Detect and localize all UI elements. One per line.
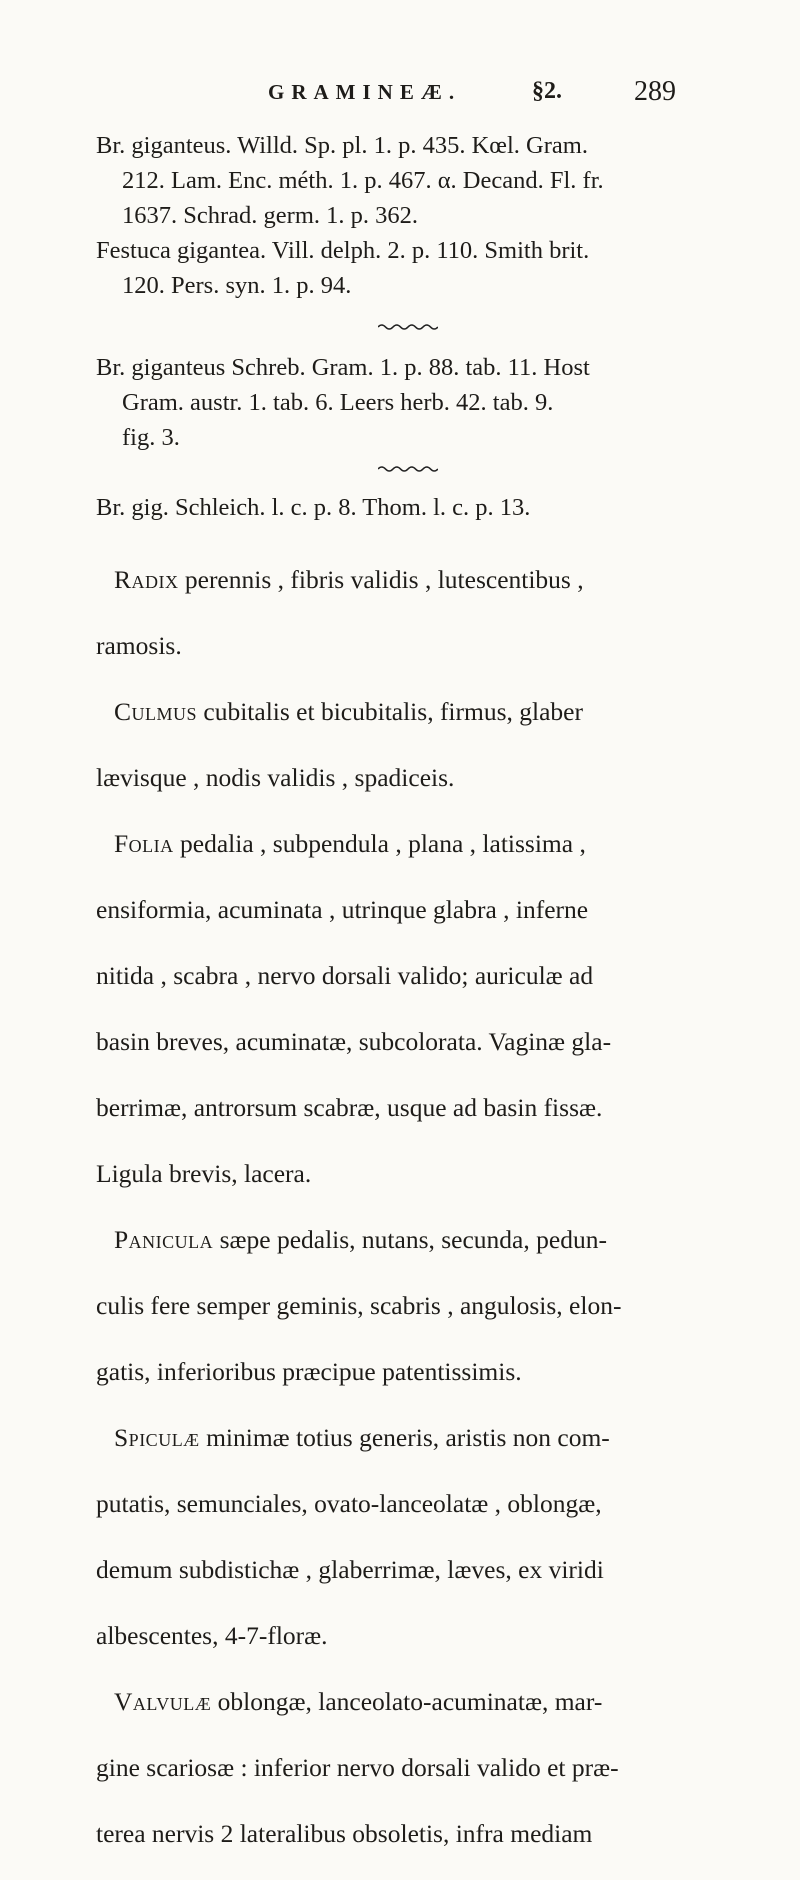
entry-label: Folia [114,828,174,858]
citation-line: Br. giganteus. Willd. Sp. pl. 1. p. 435. Kœl. Gram. [96,132,588,159]
description-entry-folia: Folia pedalia , subpendula , plana , latissima , ensiformia, acuminata , utrinque glabra , inferne nitida , scabra , nervo dorsali valido; auriculæ ad basin breves, acuminatæ, subcolorata. Vaginæ gla- berrimæ, antrorsum scabræ, usque ad basin fissæ. Ligula brevis, lacera. [96,828,612,1188]
section-number: §2. [532,78,562,104]
entry-label: Radix [114,564,179,594]
description-entry-panicula: Panicula sæpe pedalis, nutans, secunda, pedun- culis fere semper geminis, scabris , angulosis, elon- gatis, inferioribus præcipue patentissimis. [96,1224,622,1386]
page-number: 289 [634,76,676,107]
species-description [96,534,746,1880]
entry-label: Culmus [114,696,198,726]
citation-line: Gram. austr. 1. tab. 6. Leers herb. 42. tab. 9. [122,389,554,416]
citation-line: Br. giganteus Schreb. Gram. 1. p. 88. tab. 11. Host [96,354,590,381]
citation-block-1 [96,128,744,303]
wavy-separator [378,323,438,331]
citation-line: Br. gig. Schleich. l. c. p. 8. Thom. l. c. p. 13. [96,494,531,521]
entry-label: Spiculæ [114,1422,200,1452]
wavy-separator [378,465,438,473]
citation-line: 1637. Schrad. germ. 1. p. 362. [122,202,418,229]
entry-label: Valvulæ [114,1686,212,1716]
running-header [0,76,800,116]
citation-line: 212. Lam. Enc. méth. 1. p. 467. α. Decand. Fl. fr. [122,167,604,194]
citation-line: 120. Pers. syn. 1. p. 94. [122,272,352,299]
running-title: GRAMINEÆ. [268,80,462,104]
entry-label: Panicula [114,1224,214,1254]
citation-line: fig. 3. [122,424,180,451]
description-entry-culmus: Culmus cubitalis et bicubitalis, firmus, glaber lævisque , nodis validis , spadiceis. [96,696,583,792]
citation-block-2 [96,350,744,455]
description-entry-radix: Radix perennis , fibris validis , lutescentibus , ramosis. [96,564,584,660]
description-entry-valvulae: Valvulæ oblongæ, lanceolato-acuminatæ, mar- gine scariosæ : inferior nervo dorsali valido et præ- terea nervis 2 lateralibus obsoletis, infra mediam [96,1686,619,1848]
description-entry-spiculae: Spiculæ minimæ totius generis, aristis non com- putatis, semunciales, ovato-lanceolatæ , oblongæ, demum subdistichæ , glaberrimæ, læves, ex viridi albescentes, 4-7-floræ. [96,1422,610,1650]
citation-block-3 [96,490,744,525]
citation-line: Festuca gigantea. Vill. delph. 2. p. 110. Smith brit. [96,237,590,264]
